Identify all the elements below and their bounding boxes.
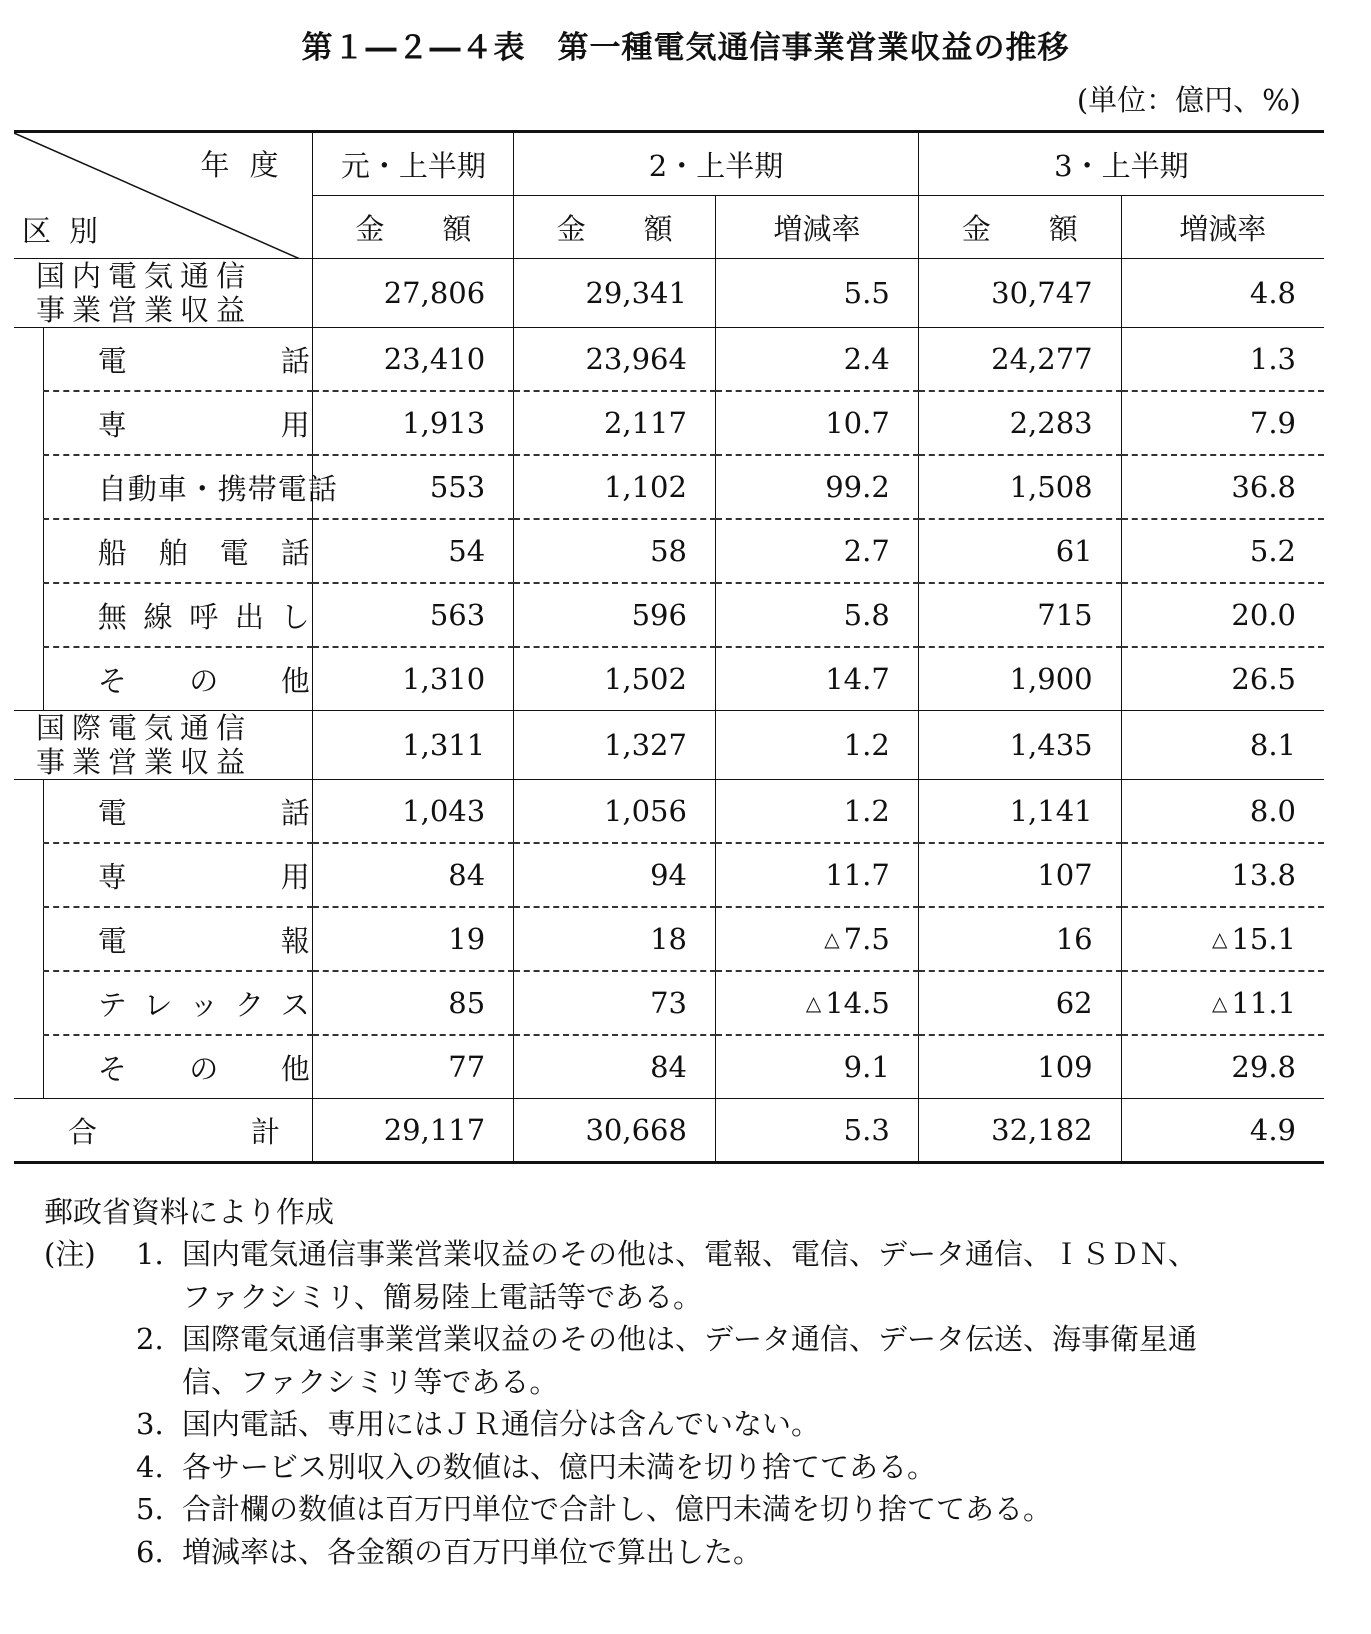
total-label-cell — [14, 1099, 313, 1163]
note-number: 3. — [136, 1407, 164, 1441]
row-label: 専 用 — [97, 859, 310, 894]
cell-value: 23,410 — [313, 328, 514, 392]
note-head: (注) — [44, 1237, 96, 1271]
table-row — [14, 1035, 1324, 1099]
cell-value: 1,435 — [918, 711, 1121, 780]
row-label: そ の 他 — [97, 1051, 310, 1086]
cell-value: 84 — [514, 1035, 716, 1099]
row-label: そ の 他 — [97, 663, 310, 698]
negative-triangle-icon: △ — [805, 991, 822, 1015]
cell-value: △ 11.1 — [1121, 971, 1324, 1035]
cell-value: 94 — [514, 843, 716, 907]
cell-value: 5.2 — [1121, 519, 1324, 583]
indent-spacer — [14, 1035, 43, 1099]
row-label: 自動車・携帯電話 — [97, 471, 338, 506]
cell-value: 1,141 — [918, 780, 1121, 844]
note-text: 各サービス別収入の数値は、億円未満を切り捨ててある。 — [182, 1449, 937, 1484]
cell-value: 2,283 — [918, 391, 1121, 455]
cell-value: 1,310 — [313, 647, 514, 711]
amount-header: 金 額 — [918, 196, 1121, 259]
cell-value: 1,502 — [514, 647, 716, 711]
note-text: 国際電気通信事業営業収益のその他は、データ通信、データ伝送、海事衛星通 — [182, 1322, 1198, 1356]
cell-value: 8.0 — [1121, 780, 1324, 844]
negative-triangle-icon: △ — [824, 927, 840, 951]
table-row — [14, 583, 1324, 647]
cell-value: △ 15.1 — [1121, 907, 1324, 971]
period-header-3: 3・上半期 — [918, 132, 1324, 196]
cell-value: 1,900 — [918, 647, 1121, 711]
cell-value: 553 — [313, 455, 514, 519]
domestic-label-line2: 事業営業収益 — [36, 293, 253, 327]
note-text: 国内電話、専用にはＪＲ通信分は含んでいない。 — [182, 1407, 821, 1441]
table-row — [14, 391, 1324, 455]
row-label: 船 舶 電 話 — [97, 535, 310, 570]
domestic-breakdown — [14, 328, 1324, 711]
indent-spacer — [14, 843, 43, 907]
note-head — [44, 1488, 136, 1531]
negative-triangle-icon: △ — [1212, 927, 1228, 951]
cell-value: 2.4 — [715, 328, 918, 392]
cell-value: 9.1 — [715, 1035, 918, 1099]
cell-value: 1,311 — [313, 711, 514, 780]
note-item — [44, 1488, 1282, 1531]
year-header: 年度 — [200, 148, 299, 182]
rate-header: 増減率 — [715, 196, 918, 259]
cell-value: 29,341 — [514, 259, 716, 328]
period-header-1: 元・上半期 — [313, 132, 514, 196]
row-label-cell — [43, 780, 313, 844]
cell-value: 29.8 — [1121, 1035, 1324, 1099]
cell-value: 85 — [313, 971, 514, 1035]
cell-value: 99.2 — [715, 455, 918, 519]
cell-value: 14.7 — [715, 647, 918, 711]
cell-value: 27,806 — [313, 259, 514, 328]
cell-value: 24,277 — [918, 328, 1121, 392]
domestic-label — [14, 259, 313, 328]
cell-value: 20.0 — [1121, 583, 1324, 647]
cell-value: 1.2 — [715, 711, 918, 780]
table-row — [14, 519, 1324, 583]
table-row — [14, 907, 1324, 971]
corner-header — [14, 132, 313, 259]
cell-value: △ 7.5 — [715, 907, 918, 971]
cell-value: 30,668 — [514, 1099, 716, 1163]
cell-value: 58 — [514, 519, 716, 583]
note-text: 合計欄の数値は百万円単位で合計し、億円未満を切り捨ててある。 — [182, 1492, 1053, 1526]
table-row — [14, 971, 1324, 1035]
row-label: 電 報 — [97, 923, 310, 958]
indent-spacer — [14, 391, 43, 455]
row-label-cell — [43, 519, 313, 583]
amount-header: 金 額 — [514, 196, 716, 259]
source-note: 郵政省資料により作成 — [44, 1195, 335, 1229]
note-head — [44, 1446, 136, 1489]
note-number: 5. — [136, 1492, 164, 1526]
cell-value: 1,327 — [514, 711, 716, 780]
international-label — [14, 711, 313, 780]
cell-value: 715 — [918, 583, 1121, 647]
cell-value: 1.2 — [715, 780, 918, 844]
indent-spacer — [14, 971, 43, 1035]
rate-header: 増減率 — [1121, 196, 1324, 259]
row-label-cell — [43, 391, 313, 455]
cell-value: 10.7 — [715, 391, 918, 455]
row-label-cell — [43, 647, 313, 711]
row-label: 電 話 — [97, 343, 310, 378]
indent-spacer — [14, 907, 43, 971]
notes — [44, 1233, 1282, 1573]
cell-value: 107 — [918, 843, 1121, 907]
cell-value: 16 — [918, 907, 1121, 971]
cell-value: 4.8 — [1121, 259, 1324, 328]
note-text-continued: ファクシミリ、簡易陸上電話等である。 — [182, 1279, 702, 1314]
indent-spacer — [14, 455, 43, 519]
cell-value: 5.3 — [715, 1099, 918, 1163]
note-head — [44, 1403, 136, 1446]
header-row-periods — [14, 132, 1324, 196]
amount-header: 金 額 — [313, 196, 514, 259]
domestic-total-row — [14, 259, 1324, 328]
indent-spacer — [14, 519, 43, 583]
cell-value: 5.8 — [715, 583, 918, 647]
international-label-line2: 事業営業収益 — [36, 745, 253, 779]
row-label-cell — [43, 583, 313, 647]
cell-value: 109 — [918, 1035, 1121, 1099]
cell-value: 11.7 — [715, 843, 918, 907]
cell-value: 23,964 — [514, 328, 716, 392]
international-breakdown — [14, 780, 1324, 1099]
note-text: 国内電気通信事業営業収益のその他は、電報、電信、データ通信、ＩＳＤＮ、 — [182, 1237, 1198, 1271]
row-label-cell — [43, 455, 338, 519]
cell-value: 62 — [918, 971, 1121, 1035]
row-label-cell — [43, 1035, 313, 1099]
note-head — [44, 1531, 136, 1574]
cell-value: 19 — [313, 907, 514, 971]
cell-value: 36.8 — [1121, 455, 1324, 519]
note-item — [44, 1318, 1282, 1361]
note-text: 増減率は、各金額の百万円単位で算出した。 — [182, 1534, 763, 1569]
table-row — [14, 328, 1324, 392]
notes-list — [44, 1233, 1282, 1573]
cell-value: 2,117 — [514, 391, 716, 455]
cell-value: 4.9 — [1121, 1099, 1324, 1163]
cell-value: 563 — [313, 583, 514, 647]
revenue-table — [14, 130, 1324, 1164]
international-label-line1: 国際電気通信 — [36, 711, 253, 745]
cell-value: 54 — [313, 519, 514, 583]
cell-value: 596 — [514, 583, 716, 647]
kubun-header: 区別 — [22, 214, 117, 248]
note-text-continued: 信、ファクシミリ等である。 — [182, 1364, 559, 1399]
period-header-2: 2・上半期 — [514, 132, 919, 196]
table-row — [14, 647, 1324, 711]
table-row — [14, 843, 1324, 907]
note-number: 2. — [136, 1322, 164, 1356]
table-title: 第１―２―４表 第一種電気通信事業営業収益の推移 — [301, 30, 1070, 66]
negative-triangle-icon: △ — [1212, 991, 1228, 1015]
row-label: 専 用 — [97, 407, 310, 442]
indent-spacer — [14, 583, 43, 647]
note-number: 6. — [136, 1534, 164, 1569]
cell-value: 5.5 — [715, 259, 918, 328]
indent-spacer — [14, 647, 43, 711]
note-item — [44, 1403, 1282, 1446]
indent-spacer — [14, 328, 43, 392]
total-label: 合 計 — [68, 1114, 280, 1149]
cell-value: 8.1 — [1121, 711, 1324, 780]
row-label-cell — [43, 971, 313, 1035]
cell-value: 1,056 — [514, 780, 716, 844]
row-label: テ レ ッ ク ス — [97, 987, 310, 1022]
note-item — [44, 1233, 1282, 1276]
cell-value: 7.9 — [1121, 391, 1324, 455]
cell-value: 18 — [514, 907, 716, 971]
row-label-cell — [43, 843, 313, 907]
cell-value: 84 — [313, 843, 514, 907]
unit-label: (単位：億円、%) — [1076, 83, 1301, 117]
row-label: 無 線 呼 出 し — [97, 599, 310, 634]
grand-total-row — [14, 1099, 1324, 1163]
domestic-label-line1: 国内電気通信 — [36, 259, 253, 293]
table-row — [14, 455, 1324, 519]
note-item — [44, 1531, 1282, 1574]
cell-value: 13.8 — [1121, 843, 1324, 907]
row-label: 電 話 — [97, 795, 310, 830]
cell-value: 73 — [514, 971, 716, 1035]
cell-value: 26.5 — [1121, 647, 1324, 711]
cell-value: 61 — [918, 519, 1121, 583]
cell-value: 77 — [313, 1035, 514, 1099]
cell-value: 1,043 — [313, 780, 514, 844]
international-total-row — [14, 711, 1324, 780]
cell-value: △ 14.5 — [715, 971, 918, 1035]
note-number: 4. — [136, 1449, 164, 1484]
cell-value: 1,913 — [313, 391, 514, 455]
table-row — [14, 780, 1324, 844]
cell-value: 30,747 — [918, 259, 1121, 328]
row-label-cell — [43, 907, 313, 971]
note-item — [44, 1446, 1282, 1489]
cell-value: 1.3 — [1121, 328, 1324, 392]
indent-spacer — [14, 780, 43, 844]
cell-value: 2.7 — [715, 519, 918, 583]
cell-value: 1,508 — [918, 455, 1121, 519]
cell-value: 32,182 — [918, 1099, 1121, 1163]
cell-value: 29,117 — [313, 1099, 514, 1163]
cell-value: 1,102 — [514, 455, 716, 519]
note-head — [44, 1318, 136, 1361]
note-number: 1. — [136, 1237, 164, 1271]
row-label-cell — [43, 328, 313, 392]
